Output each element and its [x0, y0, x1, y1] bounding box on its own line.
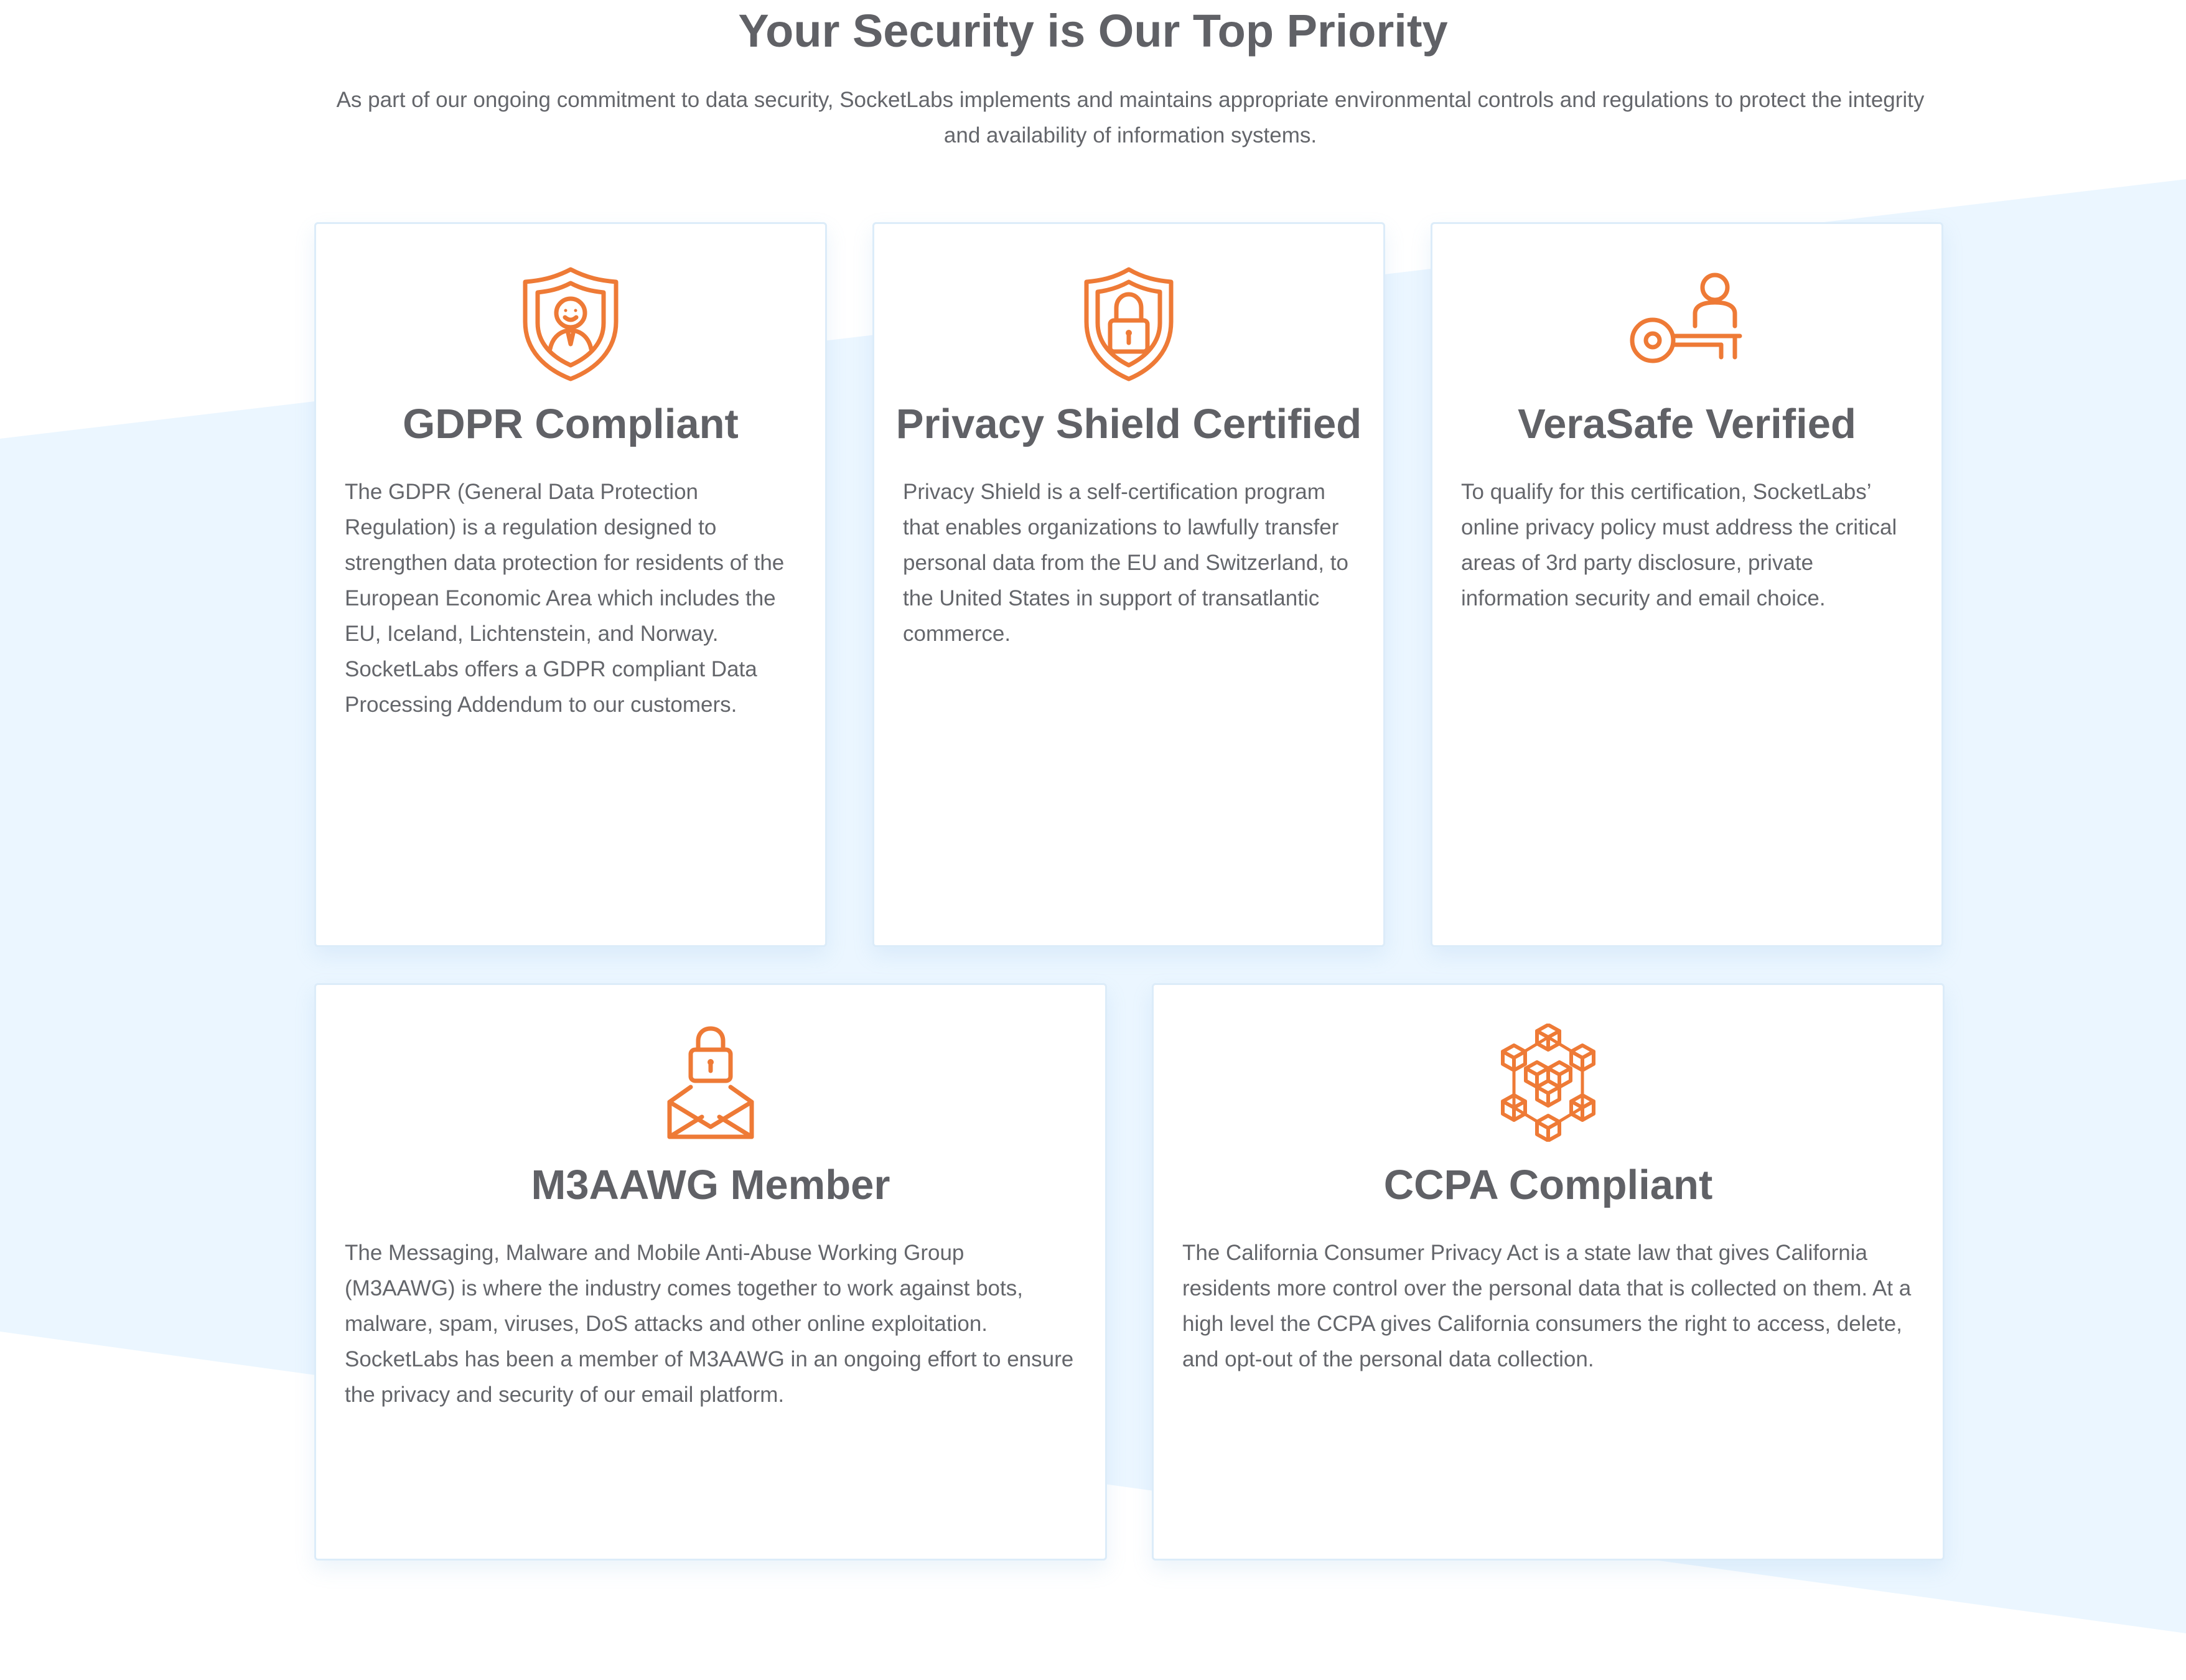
card-ccpa	[1152, 983, 1945, 1561]
padlock-shield-icon	[874, 264, 1383, 386]
card-title: VeraSafe Verified	[1518, 401, 1856, 447]
cube-network-icon	[1154, 1024, 1943, 1145]
card-m3aawg	[314, 983, 1107, 1561]
card-title: CCPA Compliant	[1383, 1162, 1713, 1208]
page-subtitle: As part of our ongoing commitment to data security, SocketLabs implements and maintains appropriate environmental controls and regulations to protect the integrity and availability of information systems.	[336, 88, 1925, 147]
padlock-envelope-icon	[316, 1024, 1105, 1145]
card-privacy-shield	[872, 222, 1385, 947]
person-shield-icon	[316, 264, 825, 386]
card-title: M3AAWG Member	[531, 1162, 890, 1208]
card-description: The Messaging, Malware and Mobile Anti-Abuse Working Group (M3AAWG) is where the industry comes together to work against bots, malware, spam, viruses, DoS attacks and other online exploitation. SocketLabs has been a member of M3AAWG in an ongoing effort to ensure the privacy and security of our email platform.	[345, 1241, 1074, 1407]
card-gdpr	[314, 222, 827, 947]
card-title: Privacy Shield Certified	[895, 401, 1362, 447]
card-description: Privacy Shield is a self-certification program that enables organizations to lawfully transfer personal data from the EU and Switzerland, to the United States in support of transatlantic commerce.	[903, 480, 1348, 646]
user-key-icon	[1432, 269, 1941, 378]
card-title: GDPR Compliant	[403, 401, 739, 447]
card-description: The GDPR (General Data Protection Regulation) is a regulation designed to strengthen data protection for residents of the European Economic Area which includes the EU, Iceland, Lichtenstein, and Norway. SocketLabs offers a GDPR compliant Data Processing Addendum to our customers.	[345, 480, 785, 717]
card-description: To qualify for this certification, SocketLabs’ online privacy policy must address the critical areas of 3rd party disclosure, private information security and email choice.	[1461, 480, 1897, 610]
page-title: Your Security is Our Top Priority	[738, 5, 1448, 57]
card-verasafe	[1431, 222, 1943, 947]
card-description: The California Consumer Privacy Act is a state law that gives California residents more control over the personal data that is collected on them. At a high level the CCPA gives California consumers the right to access, delete, and opt-out of the personal data collection.	[1182, 1241, 1912, 1371]
